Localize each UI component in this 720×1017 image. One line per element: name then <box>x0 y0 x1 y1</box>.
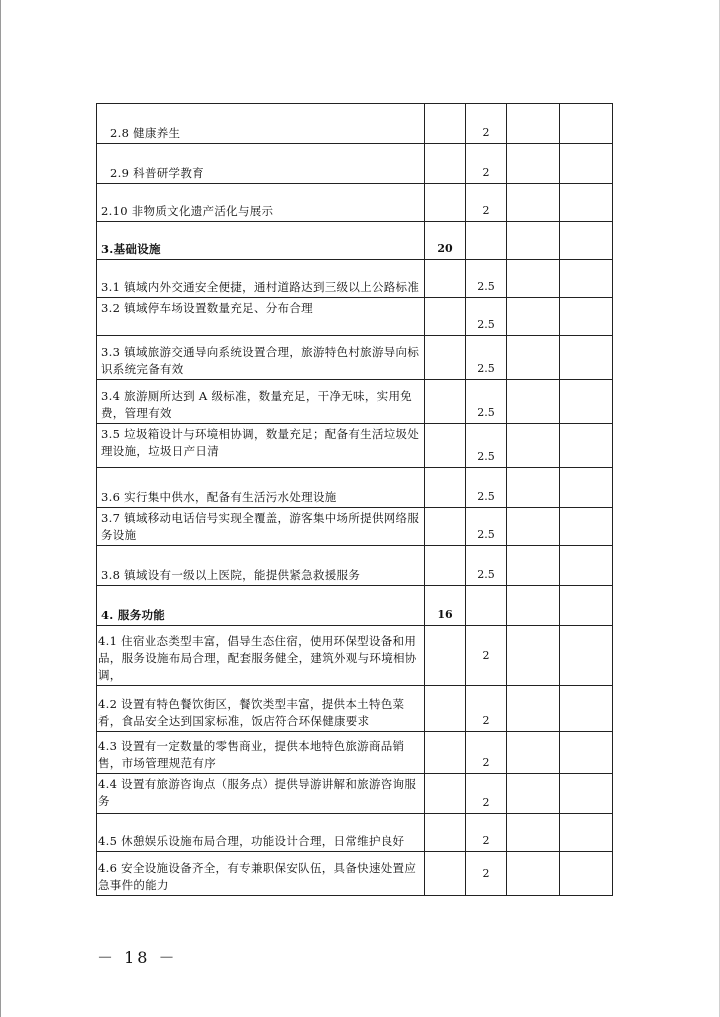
total-score-cell <box>425 424 466 468</box>
section-row <box>97 222 613 260</box>
empty-cell <box>560 260 613 298</box>
item-text: 4.6 安全设施设备齐全，有专兼职保安队伍，具备快速处置应急事件的能力 <box>97 852 425 896</box>
empty-cell <box>560 336 613 380</box>
item-text: 4.3 设置有一定数量的零售商业，提供本地特色旅游商品销售，市场管理规范有序 <box>97 732 425 774</box>
empty-cell <box>560 508 613 546</box>
item-text: 4.4 设置有旅游咨询点（服务点）提供导游讲解和旅游咨询服务 <box>97 774 425 814</box>
table-row <box>97 336 613 380</box>
total-score-cell <box>425 774 466 814</box>
item-text: 2.8 健康养生 <box>97 104 425 144</box>
item-text: 4.2 设置有特色餐饮街区，餐饮类型丰富，提供本土特色菜肴，食品安全达到国家标准，饭店符合环保健康要求 <box>97 686 425 732</box>
item-text: 4.5 休憩娱乐设施布局合理，功能设计合理，日常维护良好 <box>97 814 425 852</box>
empty-cell <box>560 184 613 222</box>
scoring-table <box>96 103 613 896</box>
empty-cell <box>560 814 613 852</box>
empty-cell <box>507 852 560 896</box>
item-text: 2.10 非物质文化遗产活化与展示 <box>97 184 425 222</box>
table-row <box>97 546 613 586</box>
total-score-cell <box>425 508 466 546</box>
section-title: 4. 服务功能 <box>97 586 425 626</box>
empty-cell <box>507 424 560 468</box>
empty-cell <box>507 104 560 144</box>
empty-cell <box>507 814 560 852</box>
empty-cell <box>507 144 560 184</box>
empty-cell <box>560 774 613 814</box>
empty-cell <box>507 586 560 626</box>
table-row <box>97 184 613 222</box>
empty-cell <box>507 260 560 298</box>
total-score-cell <box>425 852 466 896</box>
empty-cell <box>507 686 560 732</box>
empty-cell <box>560 380 613 424</box>
item-text: 3.3 镇域旅游交通导向系统设置合理，旅游特色村旅游导向标识系统完备有效 <box>97 336 425 380</box>
empty-cell <box>507 774 560 814</box>
empty-cell <box>560 144 613 184</box>
page-number: － 18 － <box>97 948 178 967</box>
total-score-cell: 16 <box>425 586 466 626</box>
item-text: 3.1 镇域内外交通安全便捷，通村道路达到三级以上公路标准 <box>97 260 425 298</box>
item-text: 3.6 实行集中供水，配备有生活污水处理设施 <box>97 468 425 508</box>
empty-cell <box>560 626 613 686</box>
total-score-cell <box>425 184 466 222</box>
table-row <box>97 380 613 424</box>
empty-cell <box>507 298 560 336</box>
score-cell: 2 <box>466 626 507 686</box>
item-text: 3.2 镇域停车场设置数量充足、分布合理 <box>97 298 425 336</box>
total-score-cell: 20 <box>425 222 466 260</box>
empty-cell <box>507 184 560 222</box>
score-cell: 2.5 <box>466 380 507 424</box>
score-cell: 2 <box>466 686 507 732</box>
table-row <box>97 732 613 774</box>
score-cell <box>466 222 507 260</box>
total-score-cell <box>425 380 466 424</box>
score-cell: 2.5 <box>466 298 507 336</box>
section-row <box>97 586 613 626</box>
empty-cell <box>560 222 613 260</box>
score-cell: 2.5 <box>466 424 507 468</box>
table-row <box>97 144 613 184</box>
empty-cell <box>507 336 560 380</box>
empty-cell <box>560 546 613 586</box>
empty-cell <box>560 732 613 774</box>
item-text: 3.8 镇域设有一级以上医院，能提供紧急救援服务 <box>97 546 425 586</box>
empty-cell <box>560 686 613 732</box>
empty-cell <box>560 852 613 896</box>
empty-cell <box>507 508 560 546</box>
empty-cell <box>507 468 560 508</box>
total-score-cell <box>425 298 466 336</box>
item-text: 3.4 旅游厕所达到 A 级标准，数量充足，干净无味，实用免费，管理有效 <box>97 380 425 424</box>
total-score-cell <box>425 336 466 380</box>
empty-cell <box>560 298 613 336</box>
score-cell: 2.5 <box>466 468 507 508</box>
total-score-cell <box>425 144 466 184</box>
empty-cell <box>507 732 560 774</box>
score-cell: 2 <box>466 774 507 814</box>
item-text: 4.1 住宿业态类型丰富，倡导生态住宿，使用环保型设备和用品，服务设施布局合理，配套服务健全，建筑外观与环境相协调， <box>97 626 425 686</box>
section-title: 3.基础设施 <box>97 222 425 260</box>
score-cell: 2.5 <box>466 260 507 298</box>
table-row <box>97 298 613 336</box>
page-edge-left <box>0 0 1 1017</box>
score-cell: 2 <box>466 732 507 774</box>
empty-cell <box>560 424 613 468</box>
total-score-cell <box>425 814 466 852</box>
table-row <box>97 686 613 732</box>
score-cell: 2 <box>466 104 507 144</box>
empty-cell <box>507 380 560 424</box>
score-cell <box>466 586 507 626</box>
empty-cell <box>507 626 560 686</box>
empty-cell <box>560 468 613 508</box>
total-score-cell <box>425 626 466 686</box>
table-row <box>97 814 613 852</box>
score-cell: 2 <box>466 144 507 184</box>
item-text: 3.5 垃圾箱设计与环境相协调，数量充足；配备有生活垃圾处理设施，垃圾日产日清 <box>97 424 425 468</box>
total-score-cell <box>425 546 466 586</box>
empty-cell <box>507 222 560 260</box>
table-row <box>97 104 613 144</box>
table-row <box>97 424 613 468</box>
table-row <box>97 508 613 546</box>
score-cell: 2 <box>466 814 507 852</box>
score-cell: 2 <box>466 184 507 222</box>
empty-cell <box>507 546 560 586</box>
empty-cell <box>560 104 613 144</box>
score-cell: 2 <box>466 852 507 896</box>
score-cell: 2.5 <box>466 336 507 380</box>
table-row <box>97 852 613 896</box>
table-row <box>97 774 613 814</box>
total-score-cell <box>425 104 466 144</box>
score-cell: 2.5 <box>466 508 507 546</box>
empty-cell <box>560 586 613 626</box>
table-row <box>97 260 613 298</box>
score-cell: 2.5 <box>466 546 507 586</box>
item-text: 2.9 科普研学教育 <box>97 144 425 184</box>
table-row <box>97 626 613 686</box>
total-score-cell <box>425 468 466 508</box>
total-score-cell <box>425 732 466 774</box>
total-score-cell <box>425 686 466 732</box>
total-score-cell <box>425 260 466 298</box>
table-row <box>97 468 613 508</box>
item-text: 3.7 镇域移动电话信号实现全覆盖，游客集中场所提供网络服务设施 <box>97 508 425 546</box>
